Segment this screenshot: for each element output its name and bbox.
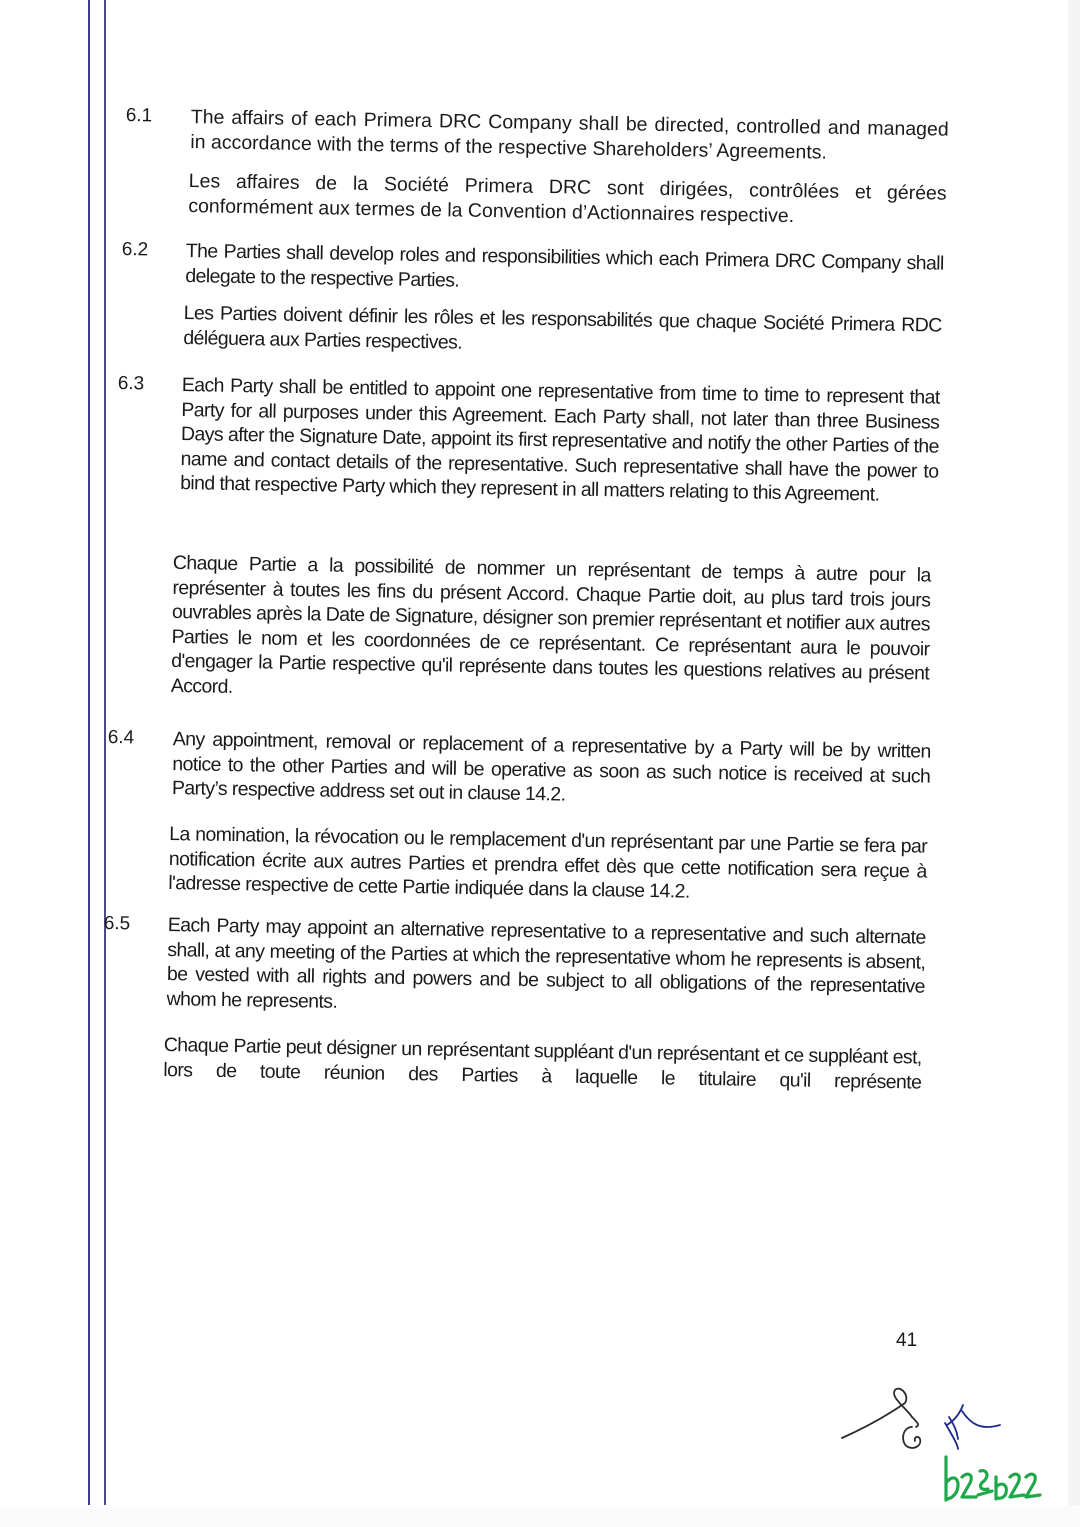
page-number: 41	[896, 1330, 918, 1351]
signature-black	[842, 1389, 920, 1448]
clause-text-english: Each Party shall be entitled to appoint one representative from time to time to represent that Party for all purposes under this Agreement. Each Party shall, not later than three Business Days after the Signature Date, appoint its first representative and notify the other Parties of the name and contact details of the representative. Such representative shall have the power to bind that respective Party which they represent in all matters relating to this Agreement.	[179, 374, 940, 506]
clause-number: 6.3	[117, 372, 145, 395]
clause-number: 6.2	[121, 238, 149, 261]
signature-blue	[945, 1405, 1000, 1449]
clause-number: 6.1	[125, 104, 153, 127]
clause-text-french: Les Parties doivent définir les rôles et les responsabilités que chaque Société Primera RDC déléguera aux Parties respectives.	[183, 302, 942, 354]
clause-text-english: The Parties shall develop roles and responsibilities which each Primera DRC Company shall delegate to the respective Parties.	[185, 240, 944, 292]
clause-text-french: Les affaires de la Société Primera DRC sont dirigées, contrôlées et gérées conformément aux termes de la Convention d’Actionnaires respective.	[188, 170, 947, 227]
clause-text-french: Chaque Partie a la possibilité de nommer un représentant de temps à autre pour la représenter à toutes les fins du présent Accord. Chaque Partie doit, au plus tard trois jours ouvrables après la Date de Signature, désigner son premier représentant et notifier aux autres Parties le nom et les coordonnées de ce représentant. Ce représentant aura le pouvoir d'engager la Partie respective qu'il représente dans toutes les questions relatives au présent Accord.	[170, 551, 931, 698]
clause-number: 6.5	[103, 912, 131, 935]
initials-green	[946, 1457, 1040, 1500]
clause-text-english: The affairs of each Primera DRC Company shall be directed, controlled and managed in accordance with the terms of the respective Shareholders’ Agreements.	[190, 106, 949, 164]
clause-text-english: Each Party may appoint an alternative representative to a representative and such alternate shall, at any meeting of the Parties at which the representative whom he represents is absent, be vested with all rights and powers and be subject to all obligations of the representative whom he represents.	[166, 914, 926, 1013]
clause-text-english: Any appointment, removal or replacement of a representative by a Party will be by written notice to the other Parties and will be operative as soon as such notice is received at such Party’s respective address set out in clause 14.2.	[171, 728, 931, 806]
clause-text-french: Chaque Partie peut désigner un représentant suppléant d'un représentant et ce suppléant est, lors de toute réunion des Parties à laquelle le titulaire qu'il représente	[163, 1034, 922, 1094]
clause-number: 6.4	[107, 726, 135, 749]
signatures	[830, 1365, 1050, 1505]
clause-text-french: La nomination, la révocation ou le remplacement d'un représentant par une Partie se fera par notification écrite aux autres Parties et prendra effet dès que cette notification sera reçue à l'adresse respective de cette Partie indiquée dans la clause 14.2.	[168, 823, 928, 903]
